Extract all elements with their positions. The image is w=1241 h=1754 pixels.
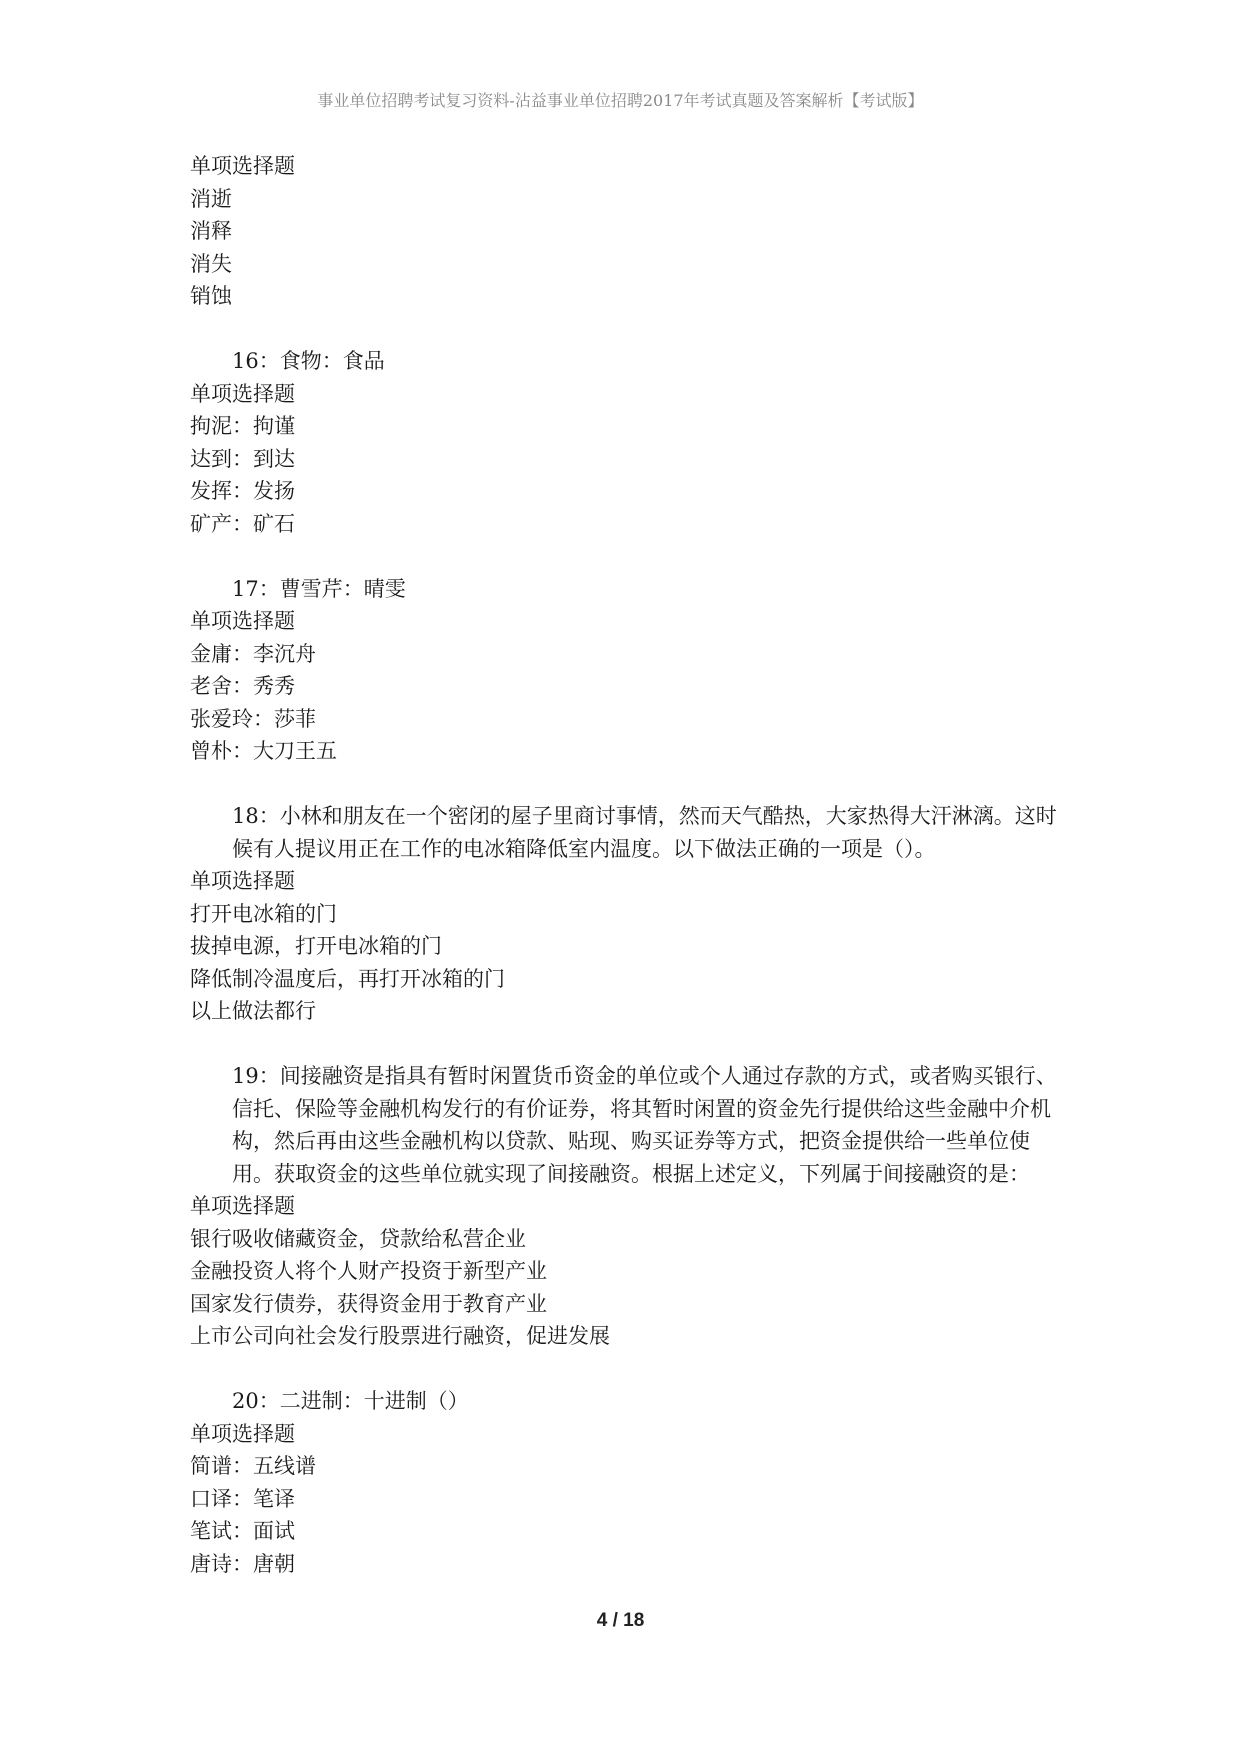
question-type: 单项选择题 xyxy=(190,154,295,178)
option-a: 打开电冰箱的门 xyxy=(190,901,337,926)
option-c: 降低制冷温度后，再打开冰箱的门 xyxy=(190,966,505,991)
option-d: 曾朴：大刀王五 xyxy=(190,739,337,763)
option-c: 国家发行债券，获得资金用于教育产业 xyxy=(190,1291,547,1316)
option-c: 张爱玲：莎菲 xyxy=(190,706,316,731)
question-15-remainder xyxy=(190,150,1070,313)
question-stem: 16：食物：食品 xyxy=(232,349,385,373)
question-19 xyxy=(190,1060,1070,1353)
option-d: 矿产：矿石 xyxy=(190,511,295,536)
option-a: 拘泥：拘谨 xyxy=(190,414,295,438)
page-header: 事业单位招聘考试复习资料-沾益事业单位招聘2017年考试真题及答案解析【考试版】 xyxy=(317,91,924,110)
option-b: 消释 xyxy=(190,219,232,243)
question-17 xyxy=(190,573,1070,768)
question-stem: 20：二进制：十进制（） xyxy=(232,1389,469,1413)
question-18 xyxy=(190,800,1070,1028)
option-a: 消逝 xyxy=(190,186,232,211)
option-d: 上市公司向社会发行股票进行融资，促进发展 xyxy=(190,1324,610,1348)
question-16 xyxy=(190,345,1070,540)
question-type: 单项选择题 xyxy=(190,1194,295,1218)
question-type: 单项选择题 xyxy=(190,609,295,633)
option-b: 金融投资人将个人财产投资于新型产业 xyxy=(190,1259,547,1283)
option-c: 发挥：发扬 xyxy=(190,479,295,503)
question-stem: 17：曹雪芹：晴雯 xyxy=(232,576,406,601)
page-number: 4 / 18 xyxy=(596,1610,645,1631)
document-body xyxy=(190,150,1070,1580)
question-type: 单项选择题 xyxy=(190,1421,295,1446)
option-d: 以上做法都行 xyxy=(190,999,316,1023)
question-type: 单项选择题 xyxy=(190,381,295,406)
question-type: 单项选择题 xyxy=(190,869,295,893)
option-b: 达到：到达 xyxy=(190,446,295,471)
option-d: 唐诗：唐朝 xyxy=(190,1551,295,1576)
option-c: 笔试：面试 xyxy=(190,1519,295,1543)
option-b: 拔掉电源，打开电冰箱的门 xyxy=(190,934,442,958)
option-d: 销蚀 xyxy=(190,284,232,308)
question-stem: 19：间接融资是指具有暂时闲置货币资金的单位或个人通过存款的方式，或者购买银行、信托、保险等金融机构发行的有价证券，将其暂时闲置的资金先行提供给这些金融中介机构，然后再由这些金融机构以贷款、贴现、购买证券等方式，把资金提供给一些单位使用。获取资金的这些单位就实现了间接融资。根据上述定义，下列属于间接融资的是： xyxy=(232,1064,1057,1186)
option-a: 银行吸收储藏资金，贷款给私营企业 xyxy=(190,1226,526,1251)
option-b: 老舍：秀秀 xyxy=(190,674,295,698)
option-a: 简谱：五线谱 xyxy=(190,1454,316,1478)
option-b: 口译：笔译 xyxy=(190,1486,295,1511)
question-stem: 18：小林和朋友在一个密闭的屋子里商讨事情，然而天气酷热，大家热得大汗淋漓。这时候有人提议用正在工作的电冰箱降低室内温度。以下做法正确的一项是（）。 xyxy=(232,804,1057,861)
option-a: 金庸：李沉舟 xyxy=(190,641,316,666)
option-c: 消失 xyxy=(190,251,232,276)
question-20 xyxy=(190,1385,1070,1580)
